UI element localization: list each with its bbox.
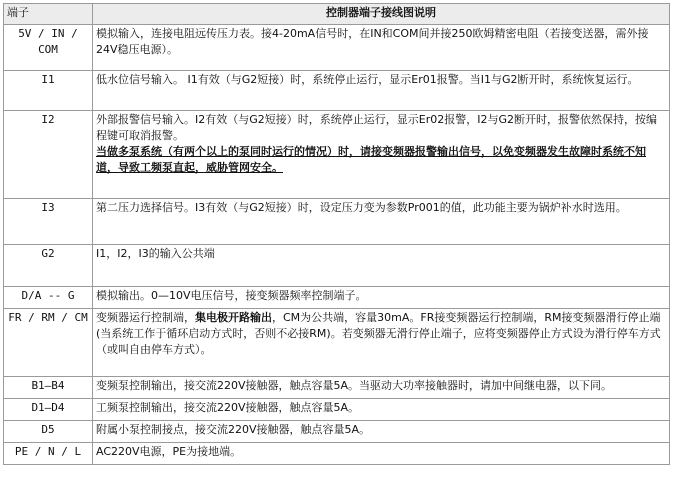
table-row	[4, 309, 670, 377]
terminal-cell: D/A -- G	[4, 287, 93, 309]
table-row	[4, 245, 670, 287]
warning-text: 当做多泵系统（有两个以上的泵同时运行的情况）时，请接变频器报警输出信号，以免变频器发生故障时系统不知道，导致工频泵直起，威胁管网安全。	[96, 145, 646, 174]
terminal-cell: D1—D4	[4, 399, 93, 421]
description-cell: 第二压力选择信号。I3有效（与G2短接）时，设定压力变为参数Pr001的值，此功能主要为锅炉补水时选用。	[93, 199, 670, 245]
description-text: 外部报警信号输入。I2有效（与G2短接）时，系统停止运行，显示Er02报警，I2与G2断开时，报警依然保持，按编程键可取消报警。	[96, 113, 657, 142]
description-cell: AC220V电源，PE为接地端。	[93, 443, 670, 465]
table-row	[4, 199, 670, 245]
table-row	[4, 377, 670, 399]
table-row	[4, 25, 670, 71]
terminal-cell: FR / RM / CM	[4, 309, 93, 377]
open-collector-text: 集电极开路输出	[195, 311, 272, 324]
terminal-cell: I2	[4, 111, 93, 199]
terminal-cell: G2	[4, 245, 93, 287]
description-cell: 附属小泵控制接点，接交流220V接触器，触点容量5A。	[93, 421, 670, 443]
terminal-cell: PE / N / L	[4, 443, 93, 465]
terminal-cell: D5	[4, 421, 93, 443]
table-row	[4, 399, 670, 421]
description-text-pre: 变频器运行控制端，	[96, 311, 195, 324]
terminal-cell: I3	[4, 199, 93, 245]
description-cell	[93, 309, 670, 377]
description-text-post: ，CM为公共端，容量30mA。FR接变频器运行控制端，RM接变频器滑行停止端(当系统工作于循环启动方式时，否则不必接RM)。若变频器无滑行停止端子，应将变频器停止方式设为滑行停车方式（或叫自由停车方式）。	[96, 311, 661, 356]
terminal-cell: B1—B4	[4, 377, 93, 399]
table-row	[4, 421, 670, 443]
terminal-table	[3, 3, 670, 465]
description-cell: 工频泵控制输出，接交流220V接触器，触点容量5A。	[93, 399, 670, 421]
header-description: 控制器端子接线图说明	[93, 4, 670, 25]
description-cell: 模拟输出。0—10V电压信号，接变频器频率控制端子。	[93, 287, 670, 309]
table-row	[4, 71, 670, 111]
description-cell: 低水位信号输入。 I1有效（与G2短接）时，系统停止运行，显示Er01报警。当I1与G2断开时，系统恢复运行。	[93, 71, 670, 111]
table-header-row	[4, 4, 670, 25]
header-terminal: 端子	[4, 4, 93, 25]
description-cell: 变频泵控制输出，接交流220V接触器，触点容量5A。当驱动大功率接触器时，请加中间继电器，以下同。	[93, 377, 670, 399]
table-row	[4, 287, 670, 309]
table-row	[4, 111, 670, 199]
description-cell	[93, 111, 670, 199]
terminal-cell: 5V / IN / COM	[4, 25, 93, 71]
description-cell: 模拟输入，连接电阻远传压力表。接4-20mA信号时，在IN和COM间并接250欧姆精密电阻（若接变送器，需外接24V稳压电源）。	[93, 25, 670, 71]
terminal-cell: I1	[4, 71, 93, 111]
description-cell: I1，I2，I3的输入公共端	[93, 245, 670, 287]
table-row	[4, 443, 670, 465]
